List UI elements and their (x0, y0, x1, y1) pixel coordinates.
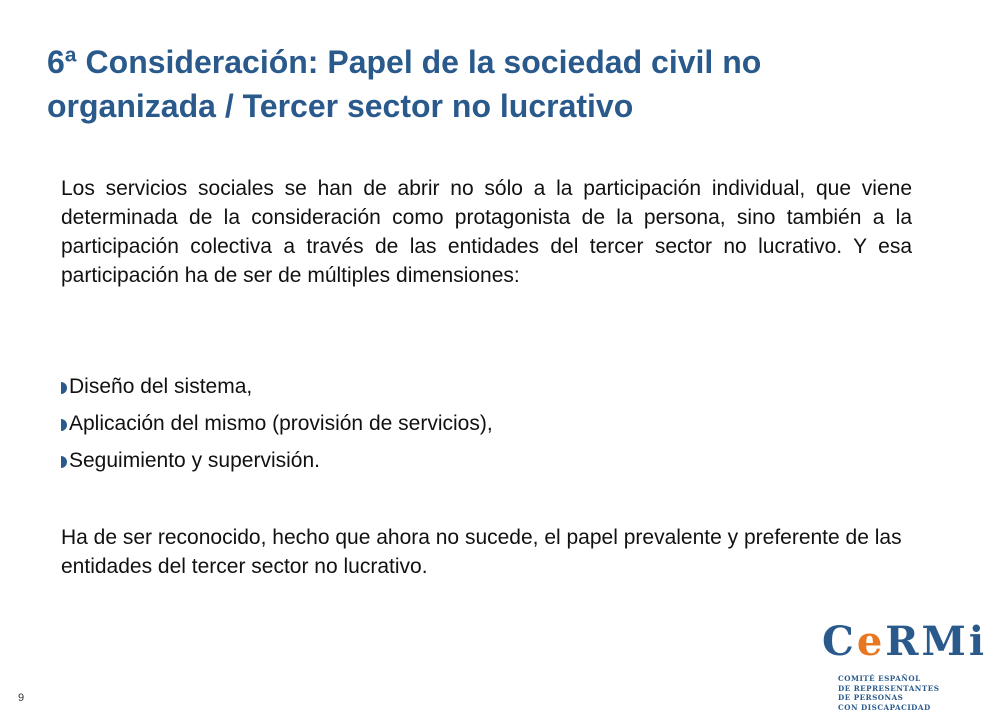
logo-subtitle-line: DE PERSONAS (838, 693, 904, 702)
bullet-icon (61, 456, 67, 468)
slide-title: 6ª Consideración: Papel de la sociedad civil no organizada / Tercer sector no lucrativo (47, 44, 762, 124)
bullet-icon (61, 382, 67, 394)
logo-letter-e: e (856, 618, 886, 665)
logo-subtitle-line: COMITÉ ESPAÑOL (838, 674, 921, 683)
closing-paragraph: Ha de ser reconocido, hecho que ahora no sucede, el papel prevalente y preferente de las entidades del tercer sector no lucrativo. (61, 526, 902, 578)
list-item-text: Diseño del sistema, (69, 375, 253, 398)
list-item-text: Seguimiento y supervisión. (69, 449, 320, 472)
logo-wordmark (822, 618, 987, 666)
list-item (61, 372, 493, 401)
list-item (61, 409, 493, 438)
bullet-icon (61, 419, 67, 431)
logo-letters-rest: RMi (885, 618, 987, 665)
logo-subtitle (838, 674, 939, 712)
dimensions-list (61, 372, 493, 483)
list-item (61, 446, 493, 475)
list-item-text: Aplicación del mismo (provisión de servicios), (69, 412, 493, 435)
page-number: 9 (18, 692, 25, 704)
logo-subtitle-line: CON DISCAPACIDAD (838, 702, 931, 712)
intro-paragraph: Los servicios sociales se han de abrir no sólo a la participación individual, que viene determinada de la consideración como protagonista de la persona, sino también a la participación colectiva a través de las entidades del tercer sector no lucrativo. Y esa participación ha de ser de múltiples dimensiones: (61, 177, 912, 287)
logo-subtitle-line: DE REPRESENTANTES (838, 683, 940, 693)
cermi-logo (820, 618, 987, 718)
logo-letter-c: C (822, 618, 857, 665)
